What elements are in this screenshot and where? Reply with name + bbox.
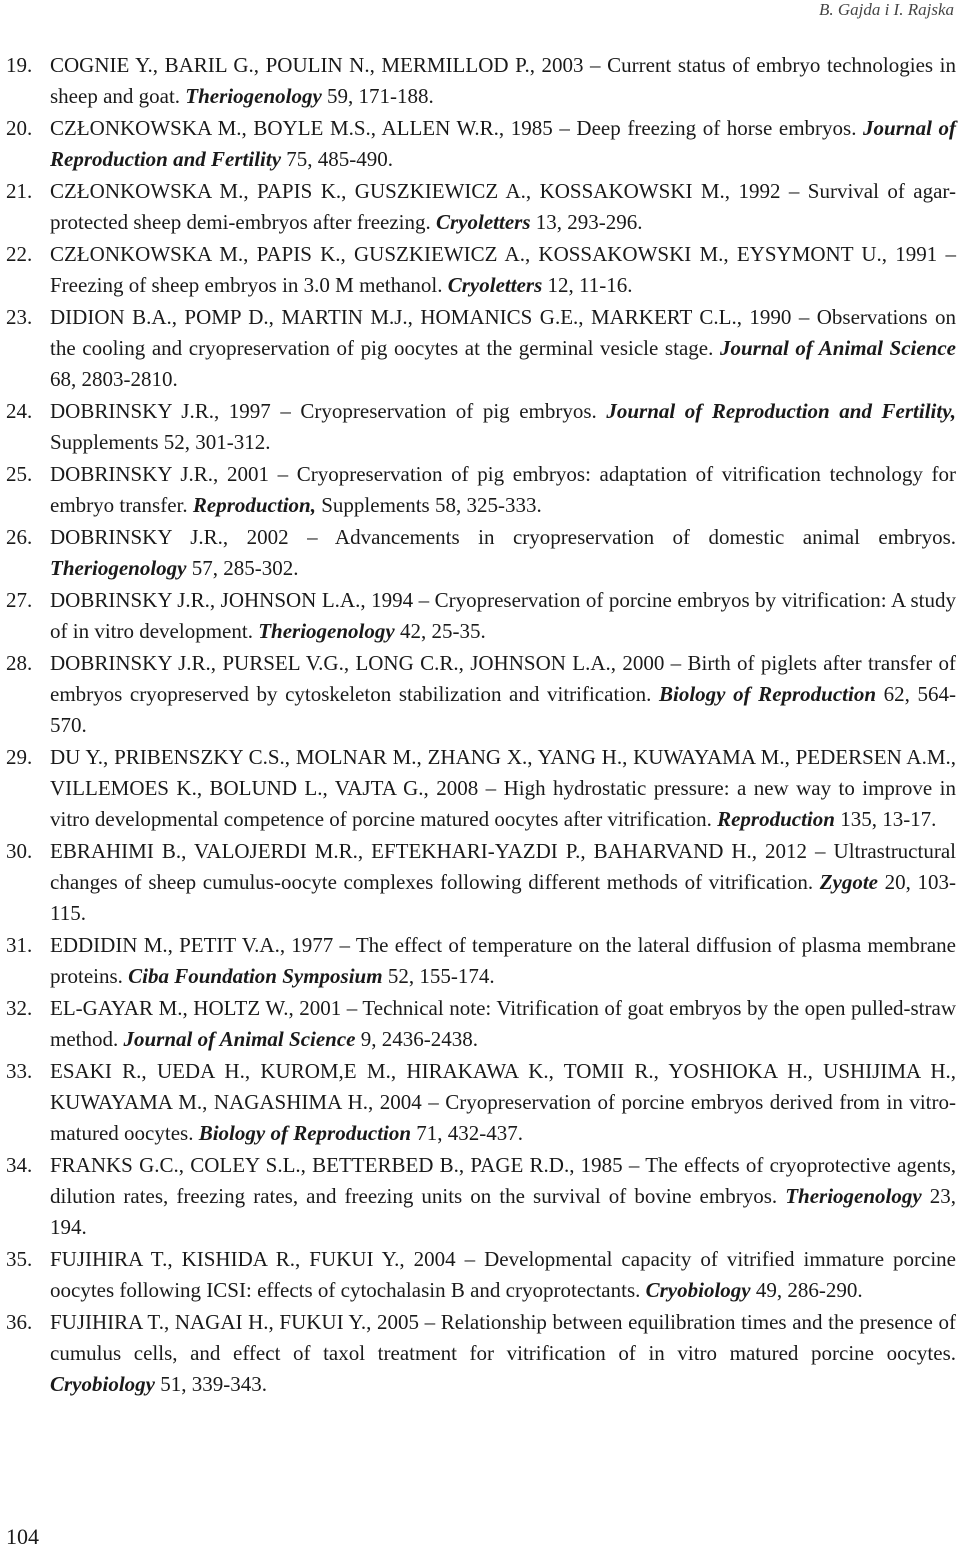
reference-details: 68, 2803-2810. bbox=[50, 367, 178, 391]
reference-item bbox=[6, 50, 956, 112]
reference-number: 33. bbox=[6, 1059, 33, 1083]
journal-title: Theriogenology bbox=[50, 556, 187, 580]
journal-title: Cryobiology bbox=[50, 1372, 155, 1396]
journal-title: Zygote bbox=[819, 870, 879, 894]
journal-title: Theriogenology bbox=[185, 84, 322, 108]
reference-number: 27. bbox=[6, 588, 33, 612]
journal-title: Ciba Foundation Symposium bbox=[128, 964, 383, 988]
journal-title: Biology of Reproduction bbox=[658, 682, 877, 706]
reference-details: 59, 171-188. bbox=[321, 84, 434, 108]
reference-text: DOBRINSKY J.R., 2001 – Cryopreservation of pig embryos: adaptation of vitrification technology for embryo transfer. bbox=[50, 462, 956, 517]
reference-details: 52, 155-174. bbox=[382, 964, 495, 988]
reference-item bbox=[6, 585, 956, 647]
journal-title: Cryoletters bbox=[447, 273, 543, 297]
reference-text: ESAKI R., UEDA H., KUROM,E M., HIRAKAWA K., TOMII R., YOSHIOKA H., USHIJIMA H., KUWAYAMA M., NAGASHIMA H., 2004 – Cryopreservation of porcine embryos derived from in vitro-matured oocytes. bbox=[50, 1059, 956, 1145]
reference-details: Supplements 52, 301-312. bbox=[50, 430, 271, 454]
reference-number: 32. bbox=[6, 996, 33, 1020]
reference-details: 51, 339-343. bbox=[155, 1372, 267, 1396]
reference-item bbox=[6, 239, 956, 301]
reference-details: 9, 2436-2438. bbox=[355, 1027, 478, 1051]
journal-title: Reproduction bbox=[717, 807, 835, 831]
reference-text: EDDIDIN M., PETIT V.A., 1977 – The effect of temperature on the lateral diffusion of plasma membrane proteins. bbox=[50, 933, 956, 988]
reference-item bbox=[6, 396, 956, 458]
reference-details: Supplements 58, 325-333. bbox=[315, 493, 542, 517]
reference-number: 21. bbox=[6, 179, 33, 203]
reference-text: FRANKS G.C., COLEY S.L., BETTERBED B., PAGE R.D., 1985 – The effects of cryoprotective agents, dilution rates, freezing rates, and freezing units on the survival of bovine embryos. bbox=[50, 1153, 956, 1208]
reference-item bbox=[6, 302, 956, 395]
running-head: B. Gajda i I. Rajska bbox=[818, 0, 954, 19]
reference-number: 31. bbox=[6, 933, 33, 957]
reference-text: DOBRINSKY J.R., PURSEL V.G., LONG C.R., JOHNSON L.A., 2000 – Birth of piglets after transfer of embryos cryopreserved by cytoskeleton stabilization and vitrification. bbox=[50, 651, 956, 706]
reference-number: 29. bbox=[6, 745, 33, 769]
reference-number: 22. bbox=[6, 242, 33, 266]
reference-item bbox=[6, 459, 956, 521]
reference-item bbox=[6, 1244, 956, 1306]
reference-number: 20. bbox=[6, 116, 33, 140]
page-number: 104 bbox=[6, 1524, 39, 1549]
reference-number: 36. bbox=[6, 1310, 33, 1334]
reference-details: 20, 103-115. bbox=[50, 870, 956, 925]
reference-number: 23. bbox=[6, 305, 33, 329]
reference-details: 62, 564-570. bbox=[50, 682, 957, 737]
reference-number: 35. bbox=[6, 1247, 33, 1271]
journal-title: Cryoletters bbox=[436, 210, 531, 234]
reference-number: 24. bbox=[6, 399, 33, 423]
reference-number: 30. bbox=[6, 839, 33, 863]
reference-text: CZŁONKOWSKA M., PAPIS K., GUSZKIEWICZ A., KOSSAKOWSKI M., EYSYMONT U., 1991 – Freezing of sheep embryos in 3.0 M methanol. bbox=[50, 242, 956, 297]
reference-item bbox=[6, 1150, 956, 1243]
journal-title: Biology of Reproduction bbox=[198, 1121, 412, 1145]
reference-details: 135, 13-17. bbox=[834, 807, 937, 831]
journal-title: Journal of Reproduction and Fertility, bbox=[606, 399, 956, 423]
reference-item bbox=[6, 836, 956, 929]
reference-number: 26. bbox=[6, 525, 33, 549]
reference-text: COGNIE Y., BARIL G., POULIN N., MERMILLOD P., 2003 – Current status of embryo technologies in sheep and goat. bbox=[50, 53, 956, 108]
reference-details: 57, 285-302. bbox=[186, 556, 299, 580]
reference-item bbox=[6, 742, 956, 835]
journal-title: Cryobiology bbox=[645, 1278, 751, 1302]
reference-text: FUJIHIRA T., KISHIDA R., FUKUI Y., 2004 – Developmental capacity of vitrified immature porcine oocytes following ICSI: effects of cytochalasin B and cryoprotectants. bbox=[50, 1247, 956, 1302]
journal-title: Journal of Animal Science bbox=[123, 1027, 356, 1051]
journal-title: Reproduction, bbox=[192, 493, 316, 517]
reference-item bbox=[6, 930, 956, 992]
journal-title: Theriogenology bbox=[785, 1184, 922, 1208]
reference-text: CZŁONKOWSKA M., BOYLE M.S., ALLEN W.R., 1985 – Deep freezing of horse embryos. bbox=[50, 116, 864, 140]
reference-details: 75, 485-490. bbox=[281, 147, 394, 171]
reference-text: EBRAHIMI B., VALOJERDI M.R., EFTEKHARI-YAZDI P., BAHARVAND H., 2012 – Ultrastructural changes of sheep cumulus-oocyte complexes following different methods of vitrification. bbox=[50, 839, 956, 894]
reference-number: 19. bbox=[6, 53, 33, 77]
reference-text: EL-GAYAR M., HOLTZ W., 2001 – Technical note: Vitrification of goat embryos by the open pulled-straw method. bbox=[50, 996, 956, 1051]
journal-title: Journal of Reproduction and Fertility bbox=[50, 116, 956, 171]
reference-details: 42, 25-35. bbox=[394, 619, 486, 643]
reference-details: 49, 286-290. bbox=[750, 1278, 863, 1302]
reference-item bbox=[6, 522, 956, 584]
reference-details: 13, 293-296. bbox=[530, 210, 643, 234]
reference-details: 12, 11-16. bbox=[542, 273, 633, 297]
reference-list bbox=[6, 50, 956, 1401]
reference-item bbox=[6, 113, 956, 175]
reference-text: DOBRINSKY J.R., 2002 – Advancements in cryopreservation of domestic animal embryos. bbox=[50, 525, 956, 549]
reference-details: 71, 432-437. bbox=[411, 1121, 524, 1145]
reference-text: DOBRINSKY J.R., 1997 – Cryopreservation of pig embryos. bbox=[50, 399, 607, 423]
reference-details: 23, 194. bbox=[50, 1184, 956, 1239]
reference-number: 25. bbox=[6, 462, 33, 486]
reference-item bbox=[6, 1056, 956, 1149]
reference-number: 34. bbox=[6, 1153, 33, 1177]
reference-text: DOBRINSKY J.R., JOHNSON L.A., 1994 – Cryopreservation of porcine embryos by vitrification: A study of in vitro development. bbox=[50, 588, 956, 643]
reference-item bbox=[6, 993, 956, 1055]
reference-item bbox=[6, 1307, 956, 1400]
reference-text: DIDION B.A., POMP D., MARTIN M.J., HOMANICS G.E., MARKERT C.L., 1990 – Observations on the cooling and cryopreservation of pig oocytes at the germinal vesicle stage. bbox=[50, 305, 956, 360]
reference-item bbox=[6, 648, 956, 741]
journal-title: Theriogenology bbox=[258, 619, 395, 643]
reference-text: DU Y., PRIBENSZKY C.S., MOLNAR M., ZHANG X., YANG H., KUWAYAMA M., PEDERSEN A.M., VILLEMOES K., BOLUND L., VAJTA G., 2008 – High hydrostatic pressure: a new way to improve in vitro developmental competence of porcine matured oocytes after vitrification. bbox=[50, 745, 956, 831]
reference-number: 28. bbox=[6, 651, 33, 675]
reference-text: FUJIHIRA T., NAGAI H., FUKUI Y., 2005 – Relationship between equilibration times and the presence of cumulus cells, and effect of taxol treatment for vitrification of in vitro matured porcine oocytes. bbox=[50, 1310, 956, 1365]
reference-text: CZŁONKOWSKA M., PAPIS K., GUSZKIEWICZ A., KOSSAKOWSKI M., 1992 – Survival of agar-protected sheep demi-embryos after freezing. bbox=[50, 179, 956, 234]
journal-title: Journal of Animal Science bbox=[719, 336, 956, 360]
reference-item bbox=[6, 176, 956, 238]
